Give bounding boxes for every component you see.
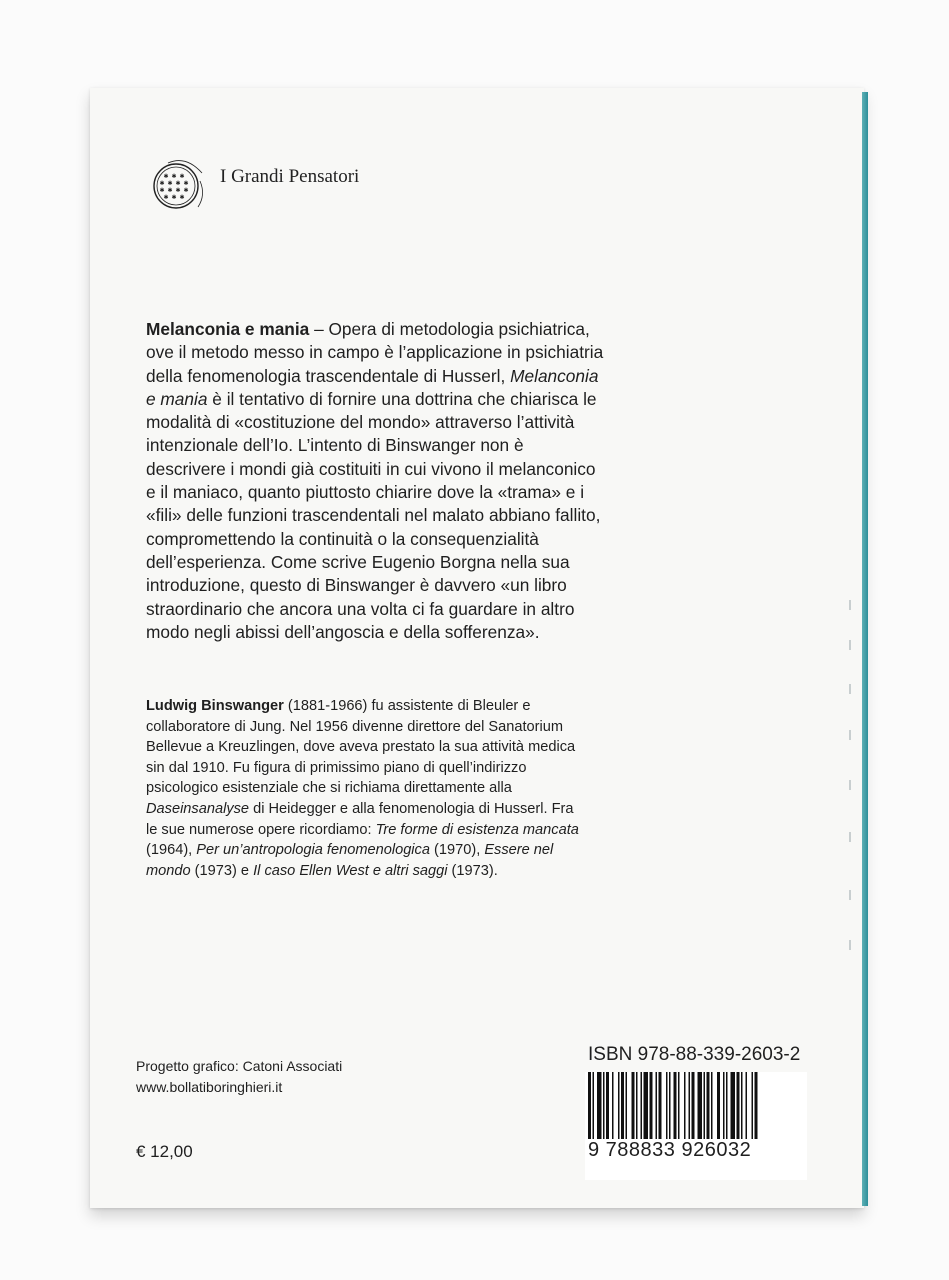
book-back-cover: [90, 88, 864, 1208]
svg-text:✱: ✱: [159, 187, 165, 194]
bio-text: di Heidegger e alla fenomenologia di Husserl. Fra le sue numerose opere ricordiamo:: [146, 800, 574, 838]
svg-text:✱: ✱: [183, 187, 189, 194]
blurb-text: è il tentativo di fornire una dottrina che chiarisca le modalità di «costituzione del mondo» attraverso l’attività intenzionale dell’Io. L’intento di Binswanger non è descrivere i mondi già costituiti in cui vivono il melanconico e il maniaco, quanto piuttosto chiarire dove la «trama» e i «fili» delle funzioni trascendentali nel malato abbiano fallito, compromettendo la continuità o la consequenzialità dell’esperienza. Come scrive Eugenio Borgna nella sua introduzione, questo di Binswanger è davvero «un libro straordinario che ancora una volta ci fa guardare in altro modo negli abissi dell’angoscia e della sofferenza».: [146, 388, 601, 642]
price: € 12,00: [136, 1142, 193, 1161]
bio-text: (1973) e: [190, 862, 254, 879]
bio-work-title: Per un’antropologia fenomenologica: [196, 842, 430, 859]
svg-text:✱: ✱: [171, 173, 177, 180]
bio-text: (1964),: [146, 842, 197, 859]
bio-work-title: Il caso Ellen West e altri saggi: [253, 862, 448, 879]
author-bio: [146, 696, 586, 881]
spine-edge-marks: [846, 600, 856, 960]
svg-text:✱: ✱: [167, 180, 173, 187]
svg-text:✱: ✱: [171, 194, 177, 201]
barcode-bars: [585, 1072, 807, 1142]
svg-text:✱: ✱: [163, 194, 169, 201]
blurb-text: – Opera di metodologia psichiatrica, ove il metodo messo in campo è l’applicazione in psichiatria della fenomenologia trascendentale di Husserl,: [146, 319, 604, 386]
bio-work-title: Daseinsanalyse: [146, 800, 250, 817]
spine-edge: [862, 92, 868, 1206]
barcode-digits: 9 788833 926032: [588, 1139, 806, 1162]
bio-text: (1973).: [447, 862, 498, 879]
bio-text: (1881-1966) fu assistente di Bleuler e collaboratore di Jung. Nel 1956 divenne direttore del Sanatorium Bellevue a Kreuzlingen, dove aveva prestato la sua attività medica sin dal 1910. Fu figura di primissimo piano di quell’indirizzo psicologico esistenziale che si richiama direttamente alla: [146, 698, 576, 797]
bio-text: (1970),: [429, 842, 485, 859]
svg-text:✱: ✱: [159, 180, 165, 187]
star-seal-icon: [146, 151, 212, 217]
svg-text:✱: ✱: [167, 187, 173, 194]
bio-work-title: Essere nel mondo: [146, 842, 554, 879]
design-credit: Progetto grafico: Catoni Associati: [136, 1058, 343, 1074]
blurb-title-italic: Melanconia e mania: [146, 365, 599, 409]
svg-text:✱: ✱: [163, 173, 169, 180]
blurb-title: Melanconia e mania: [146, 319, 310, 339]
svg-text:✱: ✱: [179, 173, 185, 180]
svg-text:✱: ✱: [183, 180, 189, 187]
bio-work-title: Tre forme di esistenza mancata: [375, 821, 579, 838]
barcode: [585, 1072, 807, 1180]
svg-text:✱: ✱: [175, 187, 181, 194]
svg-text:✱: ✱: [175, 180, 181, 187]
publisher-website: www.bollatiboringhieri.it: [136, 1079, 283, 1095]
author-name: Ludwig Binswanger: [146, 698, 284, 714]
series-header: [146, 152, 359, 216]
blurb-paragraph: [146, 318, 606, 644]
credits: [136, 1056, 342, 1098]
series-name: I Grandi Pensatori: [220, 166, 360, 187]
svg-text:✱: ✱: [179, 194, 185, 201]
isbn-label: ISBN 978-88-339-2603-2: [588, 1044, 801, 1065]
